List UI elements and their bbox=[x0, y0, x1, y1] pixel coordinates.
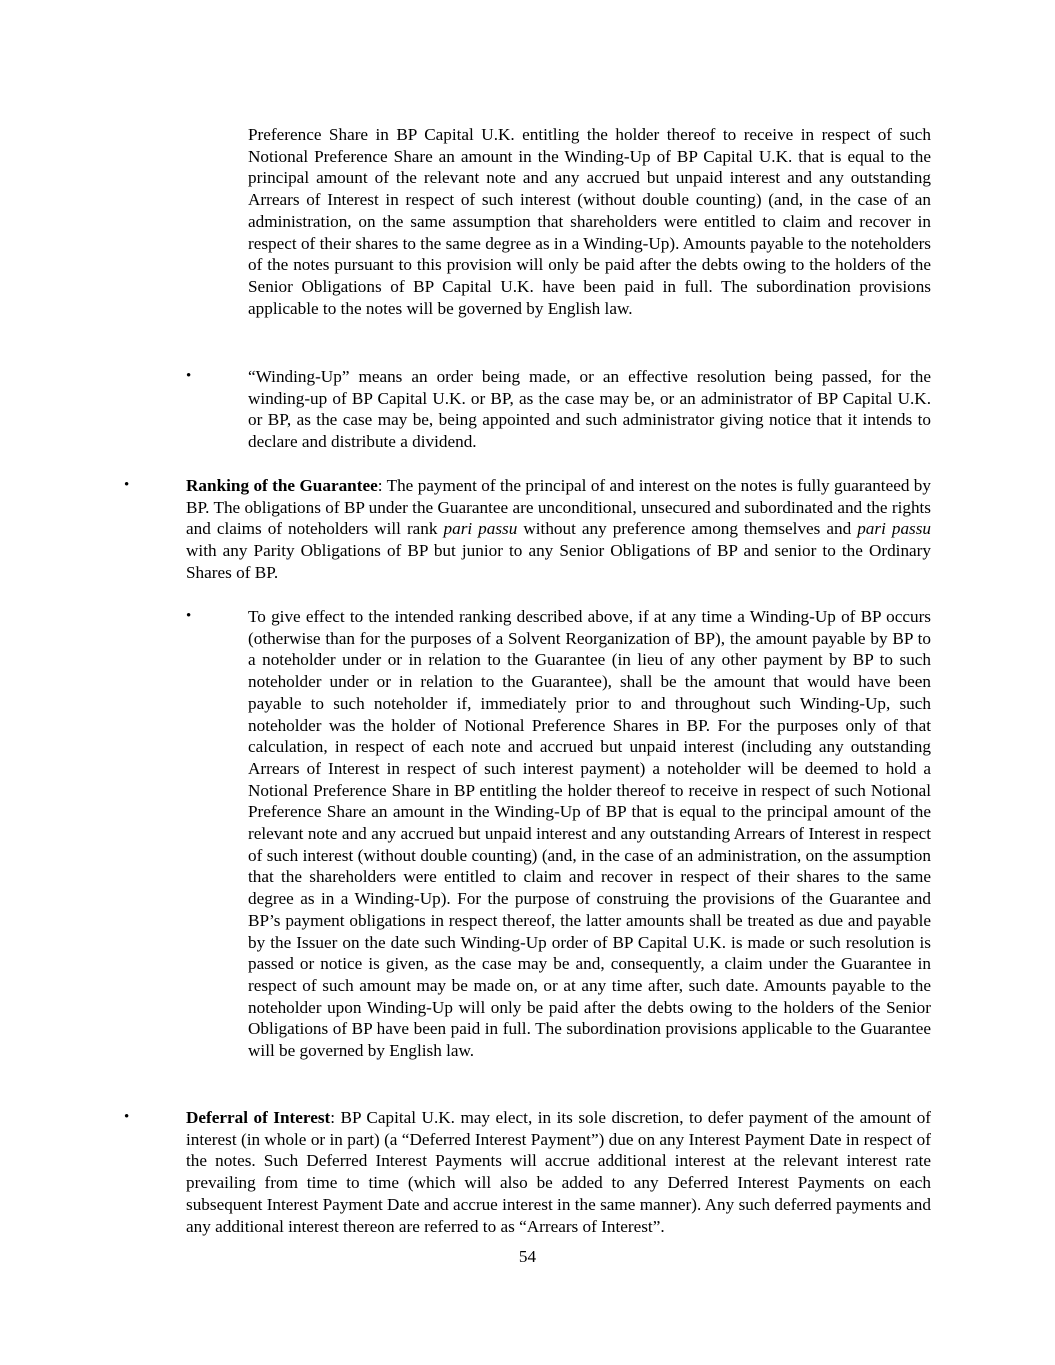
guarantee-ranking-effect-paragraph: To give effect to the intended ranking described above, if at any time a Winding-Up of BP occurs (otherwise than for the purposes of a Solvent Reorganization of BP), the amount payable by BP to a noteholder under or in relation to the Guarantee (in lieu of any other payment by BP to such noteholder under or in relation to the Guarantee), shall be the amount that would have been payable to such noteholder if, immediately prior to and throughout such Winding-Up, such noteholder was the holder of Notional Preference Shares in BP. For the purposes only of that calculation, in respect of each note and accrued but unpaid interest (including any outstanding Arrears of Interest in respect of such interest payment) a noteholder will be deemed to hold a Notional Preference Share in BP entitling the holder thereof to receive in respect of such Notional Preference Share an amount in the Winding-Up of BP that is equal to the principal amount of the relevant note and any accrued but unpaid interest and any outstanding Arrears of Interest in respect of such interest (without double counting) (and, in the case of an administration, on the assumption that the shareholders were entitled to claim and recover in respect of their shares to the same degree as in a Winding-Up). For the purpose of construing the provisions of the Guarantee and BP’s payment obligations in respect thereof, the latter amounts shall be treated as due and payable by the Issuer on the date such Winding-Up order of BP Capital U.K. is made or such resolution is passed or notice is given, as the case may be and, consequently, a claim under the Guarantee in respect of such amount may be made on, or at any time after, such date. Amounts payable to the noteholder upon Winding-Up will only be paid after the debts owing to the holders of the Senior Obligations of BP have been paid in full. The subordination provisions applicable to the Guarantee will be governed by English law. bbox=[248, 607, 931, 1061]
winding-up-definition: “Winding-Up” means an order being made, or an effective resolution being passed, for the winding-up of BP Capital U.K. or BP, as the case may be, or an administrator of BP Capital U.K. or BP, as the case may be, being appointed and such administrator giving notice that it intends to declare and distribute a dividend. bbox=[248, 367, 931, 452]
bullet-marker: • bbox=[124, 1109, 130, 1125]
bullet-marker: • bbox=[124, 477, 130, 493]
ranking-text-1: : The payment of the principal of and interest on the notes is fully guaranteed by BP. The obligations of BP under the Guarantee are unconditional, unsecured and subordinated and the rights and claims of noteholders will rank bbox=[186, 476, 931, 539]
ranking-italic-1: pari passu bbox=[443, 519, 518, 539]
deferral-of-interest-paragraph bbox=[186, 1107, 931, 1237]
ranking-italic-2: pari passu bbox=[857, 519, 932, 539]
deferral-heading: Deferral of Interest bbox=[186, 1108, 331, 1127]
ranking-text-3: with any Parity Obligations of BP but junior to any Senior Obligations of BP and senior to the Ordinary Shares of BP. bbox=[186, 541, 931, 582]
ranking-of-guarantee-paragraph bbox=[186, 475, 931, 584]
deferral-text: : BP Capital U.K. may elect, in its sole discretion, to defer payment of the amount of interest (in whole or in part) (a “Deferred Interest Payment”) due on any Interest Payment Date in respect of the notes. Such Deferred Interest Payments will accrue additional interest at the relevant interest rate prevailing from time to time (which will also be added to any Deferred Interest Payments on each subsequent Interest Payment Date and accrue interest in the same manner). Any such deferred payments and any additional interest thereon are referred to as “Arrears of Interest”. bbox=[186, 1108, 932, 1236]
ranking-heading: Ranking of the Guarantee bbox=[186, 476, 378, 495]
continued-paragraph: Preference Share in BP Capital U.K. entitling the holder thereof to receive in respect of such Notional Preference Share an amount in the Winding-Up of BP Capital U.K. that is equal to the principal amount of the relevant note and any accrued but unpaid interest and any outstanding Arrears of Interest in respect of such interest (without double counting) (and, in the case of an administration, on the same assumption that shareholders were entitled to claim and recover in respect of their shares to the same degree as in a Winding-Up). Amounts payable to the noteholders of the notes pursuant to this provision will only be paid after the debts owing to the holders of the Senior Obligations of BP Capital U.K. have been paid in full. The subordination provisions applicable to the notes will be governed by English law. bbox=[248, 125, 931, 318]
bullet-marker: • bbox=[186, 368, 192, 384]
page-number: 54 bbox=[518, 1247, 537, 1266]
ranking-text-2: without any preference among themselves and bbox=[517, 519, 858, 539]
bullet-marker: • bbox=[186, 608, 192, 624]
